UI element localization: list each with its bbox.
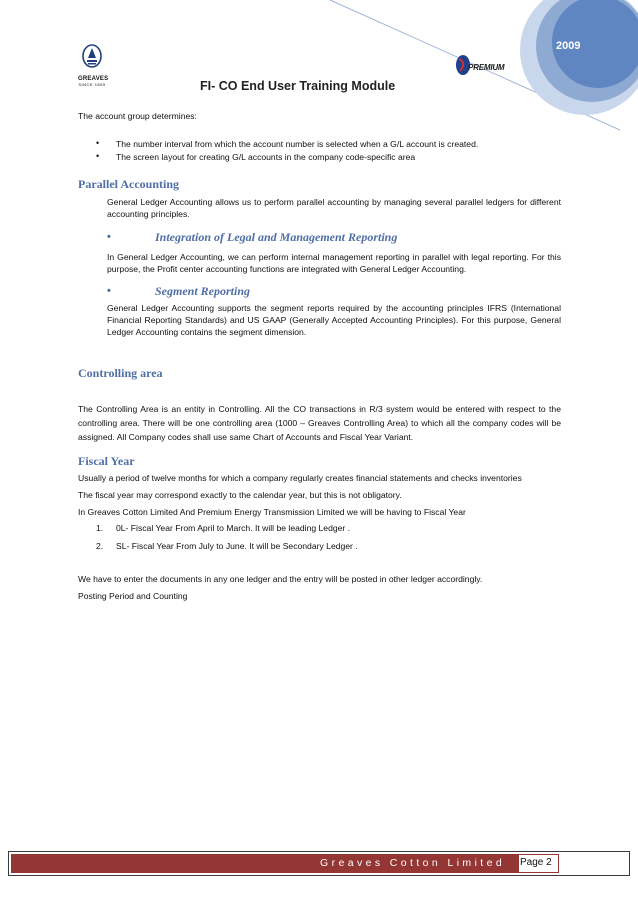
- fiscal-line-1: Usually a period of twelve months for which a company regularly creates financial statements and checks inventories: [78, 473, 522, 483]
- list-item: 0L- Fiscal Year From April to March. It will be leading Ledger .: [116, 523, 351, 533]
- page-number: Page 2: [520, 857, 552, 868]
- year-label: 2009: [556, 40, 581, 52]
- page-title: FI- CO End User Training Module: [200, 79, 396, 93]
- subheading-integration: Integration of Legal and Management Reporting: [155, 230, 398, 244]
- fiscal-line-3: In Greaves Cotton Limited And Premium Energy Transmission Limited we will be having to Fiscal Year: [78, 507, 466, 517]
- parallel-text: General Ledger Accounting allows us to perform parallel accounting by managing several parallel ledgers for different accounting principles.: [107, 197, 561, 219]
- list-number: 2.: [96, 541, 104, 551]
- subheading-segment: Segment Reporting: [155, 284, 251, 298]
- bullet-item: The screen layout for creating G/L accounts in the company code-specific area: [116, 152, 416, 162]
- section-heading-parallel: Parallel Accounting: [78, 177, 179, 191]
- closing-text-1: We have to enter the documents in any one ledger and the entry will be posted in other ledger accordingly.: [78, 574, 483, 584]
- logo-name: GREAVES: [78, 76, 109, 82]
- bullet-icon: •: [96, 151, 100, 161]
- intro-text: The account group determines:: [78, 111, 197, 121]
- greaves-logo: [78, 44, 109, 87]
- segment-text: General Ledger Accounting supports the segment reports required by the accounting principles IFRS (International Financial Reporting Standards) and US GAAP (Generally Accepted Accounting Principles). For this purpose, General Ledger Accounting contains the segment dimension.: [107, 303, 561, 337]
- logo-since: SINCE 1859: [78, 82, 106, 87]
- fiscal-line-2: The fiscal year may correspond exactly to the calendar year, but this is not obligatory.: [78, 490, 402, 500]
- bullet-icon: •: [96, 138, 100, 148]
- list-item: SL- Fiscal Year From July to June. It will be Secondary Ledger .: [116, 541, 358, 551]
- controlling-text: The Controlling Area is an entity in Controlling. All the CO transactions in R/3 system would be entered with respect to the controlling area. There will be one controlling area (1000 – Greaves Controlling Area) to which all the company codes will be assigned. All Company codes shall use same Chart of Accounts and Fiscal Year Variant.: [78, 404, 561, 442]
- greaves-emblem-icon: [81, 44, 103, 70]
- list-number: 1.: [96, 523, 104, 533]
- section-heading-fiscal: Fiscal Year: [78, 454, 135, 468]
- premium-label: PREMIUM: [468, 63, 505, 72]
- bullet-item: The number interval from which the account number is selected when a G/L account is created.: [116, 139, 479, 149]
- integration-text: In General Ledger Accounting, we can perform internal management reporting in parallel with legal reporting. For this purpose, the Profit center accounting functions are integrated with General Ledger Accounting.: [107, 252, 561, 274]
- closing-text-2: Posting Period and Counting: [78, 591, 188, 601]
- bullet-icon: •: [107, 285, 111, 297]
- section-heading-controlling: Controlling area: [78, 366, 163, 380]
- footer-company: Greaves Cotton Limited: [320, 857, 506, 869]
- bullet-icon: •: [107, 231, 111, 243]
